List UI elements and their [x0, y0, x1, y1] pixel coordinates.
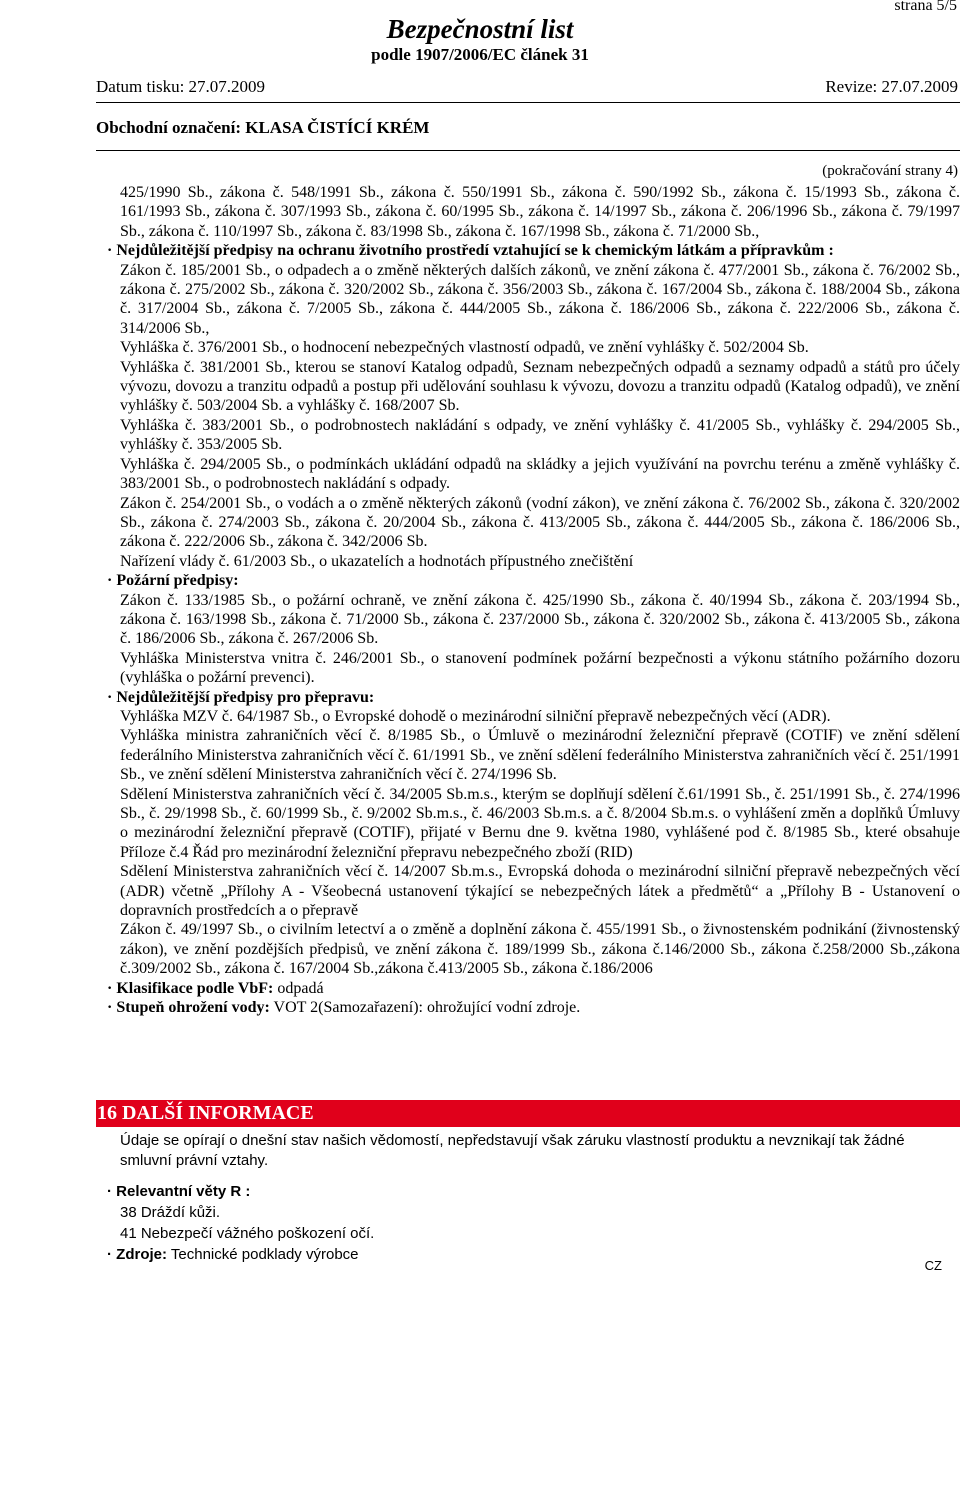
fire-heading: · Požární předpisy: — [107, 572, 239, 590]
env-heading: · Nejdůležitější předpisy na ochranu životního prostředí vztahující se k chemickým látkám a přípravkům : — [107, 242, 834, 260]
transport-item: Zákon č. 49/1997 Sb., o civilním letectví a o změně a doplnění zákona č. 455/1991 Sb., o živnostenském podnikání (živnostenský zákon), ve znění pozdějších předpisů, ve znění zákona č. 189/1999 Sb., zákona č.146/2000 Sb., zákona č.258/2000 Sb.,zákona č.309/2002 Sb., zákona č. 167/2004 Sb.,zákona č.413/2005 Sb., zákona č.186/2006 — [120, 921, 960, 978]
legal-regulations — [107, 183, 960, 1017]
section-16-content — [107, 1131, 960, 1265]
transport-heading: · Nejdůležitější předpisy pro přepravu: — [107, 688, 375, 706]
header-rule-bottom — [96, 150, 960, 151]
continuation-note: (pokračování strany 4) — [822, 163, 958, 179]
transport-item: Vyhláška MZV č. 64/1987 Sb., o Evropské dohodě o mezinárodní silniční přepravě nebezpečných věcí (ADR). — [120, 707, 831, 725]
document-title: Bezpečnostní list — [386, 14, 574, 44]
transport-item: Vyhláška ministra zahraničních věcí č. 8/1985 Sb., o Úmluvě o mezinárodní železniční přepravě (COTIF) ve znění sdělení federálního Ministerstva zahraničních věcí č. 61/1991 Sb., ve znění sdělení federálního Ministerstva zahraničních věcí č. 251/1991 Sb., ve znění sdělení Ministerstva zahraničních věcí č. 274/1996 Sb. — [120, 727, 960, 784]
env-item: Nařízení vlády č. 61/2003 Sb., o ukazatelích a hodnotách přípustného znečištění — [120, 552, 634, 570]
env-item: Zákon č. 254/2001 Sb., o vodách a o změně některých zákonů (vodní zákon), ve znění zákona č. 76/2002 Sb., zákona č. 320/2002 Sb., zákona č. 274/2003 Sb., zákona č. 20/2004 Sb., zákona č. 413/2005 Sb., zákona č. 444/2005 Sb., zákona č. 186/2006 Sb., zákona č. 222/2006 Sb., zákona č. 342/2006 Sb. — [120, 494, 960, 551]
vbf-classification: · Klasifikace podle VbF: odpadá — [107, 979, 324, 997]
header-rule — [96, 102, 960, 103]
date-row — [96, 77, 958, 97]
water-hazard: · Stupeň ohrožení vody: VOT 2(Samozařazení): ohrožující vodní zdroje. — [107, 999, 581, 1017]
env-item: Vyhláška č. 383/2001 Sb., o podrobnostech nakládání s odpady, ve znění vyhlášky č. 41/2005 Sb., vyhlášky č. 294/2005 Sb., vyhlášky č. 353/2005 Sb. — [120, 416, 960, 454]
env-item: Zákon č. 185/2001 Sb., o odpadech a o změně některých dalších zákonů, ve znění zákona č. 477/2001 Sb., zákona č. 76/2002 Sb., zákona č. 275/2002 Sb., zákona č. 320/2002 Sb., zákona č. 356/2003 Sb., zákona č. 167/2004 Sb., zákona č. 188/2004 Sb., zákona č. 317/2004 Sb., zákona č. 7/2005 Sb., zákona č. 444/2005 Sb., zákona č. 186/2006 Sb., zákona č. 222/2006 Sb., zákona č. 314/2006 Sb., — [120, 261, 960, 337]
trade-name: Obchodní označení: KLASA ČISTÍCÍ KRÉM — [96, 118, 430, 137]
document-subtitle: podle 1907/2006/EC článek 31 — [371, 45, 589, 64]
env-item: Vyhláška č. 376/2001 Sb., o hodnocení nebezpečných vlastností odpadů, ve znění vyhlášky č. 502/2004 Sb. — [120, 339, 809, 357]
sources: · Zdroje: Technické podklady výrobce — [107, 1246, 359, 1263]
env-item: Vyhláška č. 294/2005 Sb., o podmínkách ukládání odpadů na skládky a jejich využívání na povrchu terénu a změně vyhlášky č. 383/2001 Sb., o podrobnostech nakládání s odpady. — [120, 455, 960, 493]
continued-text: 425/1990 Sb., zákona č. 548/1991 Sb., zákona č. 550/1991 Sb., zákona č. 590/1992 Sb., zákona č. 15/1993 Sb., zákona č. 161/1993 Sb., zákona č. 307/1993 Sb., zákona č. 60/1995 Sb., zákona č. 14/1997 Sb., zákona č. 206/1996 Sb., zákona č. 79/1997 Sb., zákona č. 110/1997 Sb., zákona č. 83/1998 Sb., zákona č. 167/1998 Sb., zákona č. 71/2000 Sb., — [120, 184, 960, 240]
section-16-intro: Údaje se opírají o dnešní stav našich vědomostí, nepředstavují však záruku vlastností produktu a nevznikají tak žádné smluvní právní vztahy. — [120, 1132, 905, 1169]
page-number: strana 5/5 — [894, 0, 957, 14]
r-phrases-heading: · Relevantní věty R : — [107, 1183, 251, 1200]
fire-item: Vyhláška Ministerstva vnitra č. 246/2001 Sb., o stanovení podmínek požární bezpečnosti a výkonu státního požárního dozoru (vyhláška o požární prevenci). — [120, 649, 960, 687]
language-code: CZ — [924, 1258, 942, 1273]
transport-item: Sdělení Ministerstva zahraničních věcí č. 34/2005 Sb.m.s., kterým se doplňují sdělení č.61/1991 Sb., č. 251/1991 Sb., č. 274/1996 Sb., č. 29/1998 Sb., č. 60/1999 Sb., č. 9/2002 Sb.m.s., č. 46/2003 Sb.m.s. a č. 8/2004 Sb.m.s. o vyhlášení změn a doplňků Úmluvy o mezinárodní železniční přepravě (COTIF), přijaté v Bernu dne 9. května 1980, vyhlášené pod č. 8/1985 Sb., které obsahuje Příloze č.4 Řád pro mezinárodní železniční přepravu nebezpečného zboží (RID) — [120, 785, 960, 861]
r-phrase: 41 Nebezpečí vážného poškození očí. — [120, 1225, 375, 1242]
fire-item: Zákon č. 133/1985 Sb., o požární ochraně, ve znění zákona č. 425/1990 Sb., zákona č. 40/1994 Sb., zákona č. 203/1994 Sb., zákona č. 163/1998 Sb., zákona č. 71/2000 Sb., zákona č. 237/2000 Sb., zákona č. 320/2002 Sb., zákona č. 413/2005 Sb., zákona č. 186/2006 Sb., zákona č. 267/2006 Sb. — [120, 591, 960, 648]
r-phrase: 38 Dráždí kůži. — [120, 1204, 221, 1221]
print-date: Datum tisku: 27.07.2009 — [96, 77, 266, 96]
transport-item: Sdělení Ministerstva zahraničních věcí č. 14/2007 Sb.m.s., Evropská dohoda o mezinárodní silniční přepravě nebezpečných věcí (ADR) včetně „Přílohy A - Všeobecná ustanovení týkající se nebezpečných látek a předmětů“ a „Přílohy B - Ustanovení o dopravních prostředcích a o přepravě — [120, 863, 960, 920]
section-16-heading: 16 DALŠÍ INFORMACE — [96, 1100, 960, 1127]
revision-date: Revize: 27.07.2009 — [825, 77, 958, 96]
env-item: Vyhláška č. 381/2001 Sb., kterou se stanoví Katalog odpadů, Seznam nebezpečných odpadů a seznamy odpadů a států pro účely vývozu, dovozu a tranzitu odpadů a postup při udělování souhlasu k vývozu, dovozu a tranzitu odpadů (Katalog odpadů), ve znění vyhlášky č. 503/2004 Sb. a vyhlášky č. 168/2007 Sb. — [120, 358, 960, 415]
